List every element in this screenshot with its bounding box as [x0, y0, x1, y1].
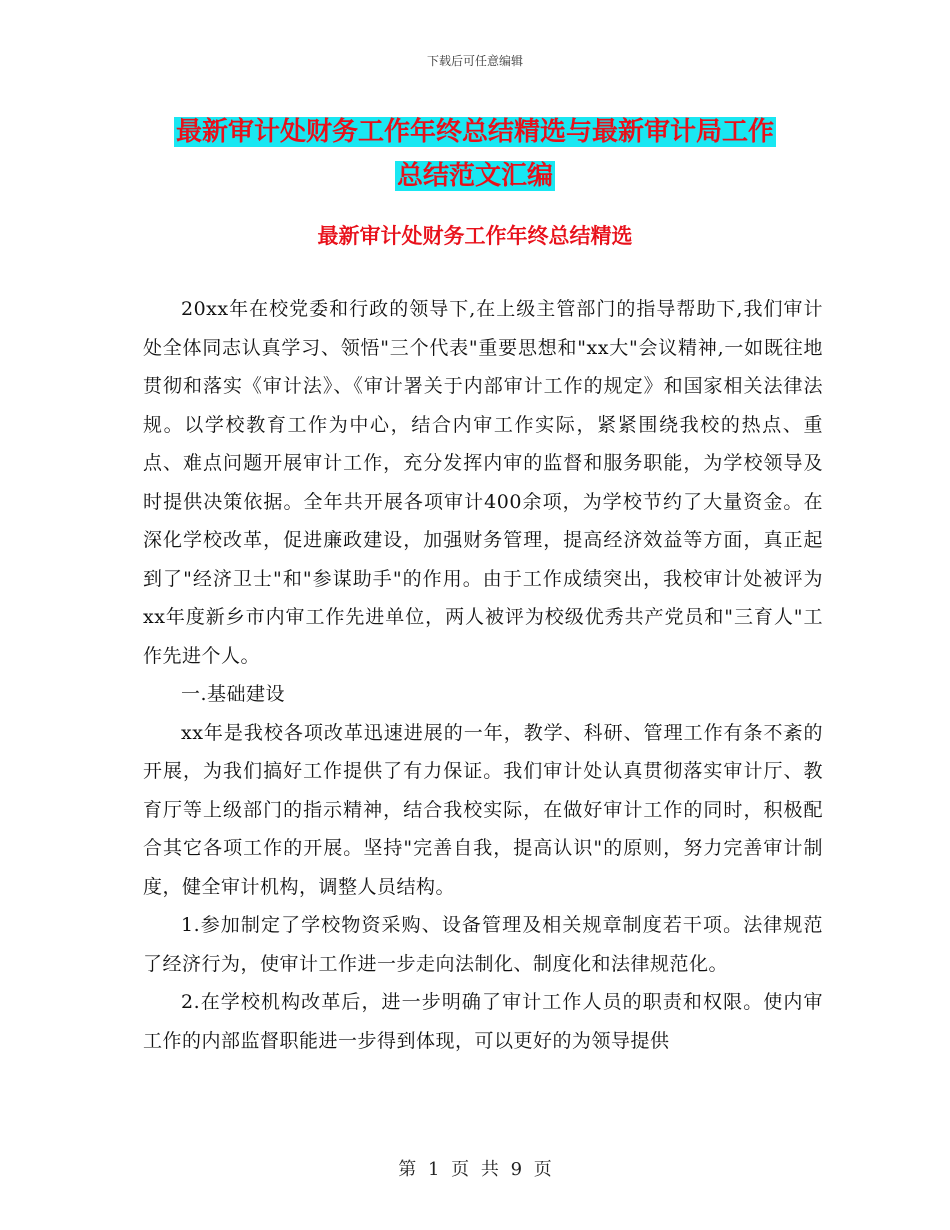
paragraph-heading-basic-construction: 一.基础建设 [181, 683, 286, 705]
paragraph-intro: 20xx年在校党委和行政的领导下,在上级主管部门的指导帮助下,我们审计处全体同志认真学习、领悟"三个代表"重要思想和"xx大"会议精神,一如既往地贯彻和落实《审计法》、《审计署关于内部审计工作的规定》和国家相关法律法规。以学校教育工作为中心，结合内审工作实际，紧紧围绕我校的热点、重点、难点问题开展审计工作，充分发挥内审的监督和服务职能，为学校领导及时提供决策依据。全年共开展各项审计400余项，为学校节约了大量资金。在深化学校改革，促进廉政建设，加强财务管理，提高经济效益等方面，真正起到了"经济卫士"和"参谋助手"的作用。由于工作成绩突出，我校审计处被评为xx年度新乡市内审工作先进单位，两人被评为校级优秀共产党员和"三育人"工作先进个人。 [143, 298, 823, 667]
section-title: 最新审计处财务工作年终总结精选 [317, 224, 633, 248]
document-title-line-2: 总结范文汇编 [396, 161, 553, 191]
paragraph-item-2: 2.在学校机构改革后，进一步明确了审计工作人员的职责和权限。使内审工作的内部监督职能进一步得到体现，可以更好的为领导提供 [143, 991, 823, 1052]
paragraph-item-1: 1.参加制定了学校物资采购、设备管理及相关规章制度若干项。法律规范了经济行为，使审计工作进一步走向法制化、制度化和法律规范化。 [143, 914, 823, 975]
document-title [0, 110, 950, 198]
document-body [143, 290, 823, 1060]
paragraph-basic-construction: xx年是我校各项改革迅速进展的一年，教学、科研、管理工作有条不紊的开展，为我们搞好工作提供了有力保证。我们审计处认真贯彻落实审计厅、教育厅等上级部门的指示精神，结合我校实际，在做好审计工作的同时，积极配合其它各项工作的开展。坚持"完善自我，提高认识"的原则，努力完善审计制度，健全审计机构，调整人员结构。 [143, 721, 823, 898]
document-title-line-1: 最新审计处财务工作年终总结精选与最新审计局工作 [175, 117, 774, 147]
header-note: 下载后可任意编辑 [426, 54, 523, 68]
page-number-footer: 第 1 页 共 9 页 [398, 1159, 552, 1180]
